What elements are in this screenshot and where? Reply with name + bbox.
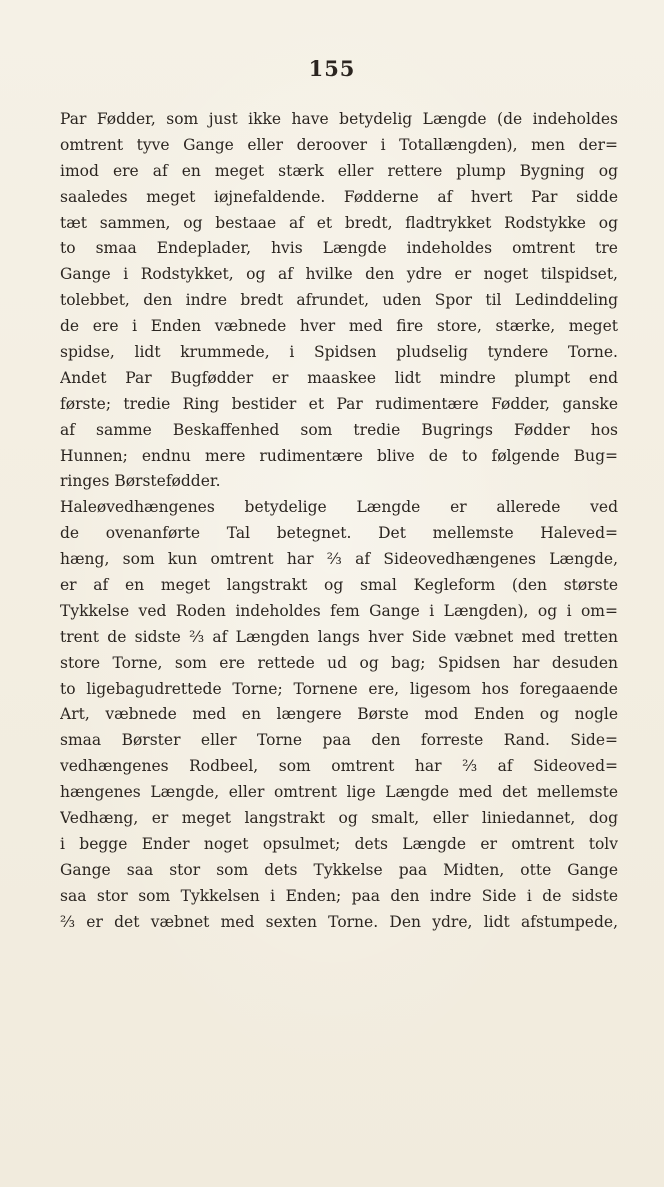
text-line: hængenes Længde, eller omtrent lige Længde med det mellemste: [60, 783, 618, 802]
text-line: Andet Par Bugfødder er maaskee lidt mindre plumpt end: [60, 368, 618, 387]
text-line: de ovenanførte Tal betegnet. Det mellemste Haleved=: [60, 524, 618, 543]
text-line: saaledes meget iøjnefaldende. Fødderne af hvert Par sidde: [60, 187, 618, 206]
text-line: smaa Børster eller Torne paa den forreste Rand. Side=: [60, 731, 618, 750]
text-line: omtrent tyve Gange eller deroover i Totallængden), men der=: [60, 135, 618, 154]
text-line: Gange i Rodstykket, og af hvilke den ydre er noget tilspidset,: [60, 265, 618, 284]
text-line: Haleøvedhængenes betydelige Længde er allerede ved: [60, 498, 618, 517]
text-line: tæt sammen, og bestaae af et bredt, fladtrykket Rodstykke og: [60, 213, 618, 232]
text-line: Vedhæng, er meget langstrakt og smalt, eller liniedannet, dog: [60, 809, 618, 828]
text-line: Hunnen; endnu mere rudimentære blive de to følgende Bug=: [60, 446, 618, 465]
text-line: de ere i Enden væbnede hver med fire store, stærke, meget: [60, 317, 618, 336]
text-line: er af en meget langstrakt og smal Kegleform (den største: [60, 576, 618, 595]
text-line: trent de sidste ⅔ af Længden langs hver Side væbnet med tretten: [60, 627, 618, 646]
text-line: af samme Beskaffenhed som tredie Bugrings Fødder hos: [60, 420, 618, 439]
text-line: saa stor som Tykkelsen i Enden; paa den indre Side i de sidste: [60, 886, 618, 905]
text-line: imod ere af en meget stærk eller rettere plump Bygning og: [60, 161, 618, 180]
text-line: to ligebagudrettede Torne; Tornene ere, ligesom hos foregaaende: [60, 679, 618, 698]
text-line: hæng, som kun omtrent har ⅔ af Sideovedhængenes Længde,: [60, 550, 618, 569]
text-line: Gange saa stor som dets Tykkelse paa Midten, otte Gange: [60, 860, 618, 879]
text-line: vedhængenes Rodbeel, som omtrent har ⅔ af Sideoved=: [60, 757, 618, 776]
text-line: ringes Børstefødder.: [60, 472, 221, 491]
text-line: Tykkelse ved Roden indeholdes fem Gange i Længden), og i om=: [60, 601, 618, 620]
text-line: tolebbet, den indre bredt afrundet, uden Spor til Ledinddeling: [60, 291, 618, 310]
text-line: i begge Ender noget opsulmet; dets Længde er omtrent tolv: [60, 834, 618, 853]
page-number: 155: [308, 56, 356, 81]
text-line: ⅔ er det væbnet med sexten Torne. Den ydre, lidt afstumpede,: [60, 912, 618, 931]
text-line: to smaa Endeplader, hvis Længde indeholdes omtrent tre: [60, 239, 618, 258]
text-line: første; tredie Ring bestider et Par rudimentære Fødder, ganske: [60, 394, 618, 413]
text-line: store Torne, som ere rettede ud og bag; Spidsen har desuden: [60, 653, 618, 672]
text-line: Par Fødder, som just ikke have betydelig Længde (de indeholdes: [60, 110, 618, 128]
text-line: spidse, lidt krummede, i Spidsen pludselig tyndere Torne.: [60, 343, 618, 362]
body-text: [60, 107, 618, 936]
text-line: Art, væbnede med en længere Børste mod Enden og nogle: [60, 705, 618, 724]
